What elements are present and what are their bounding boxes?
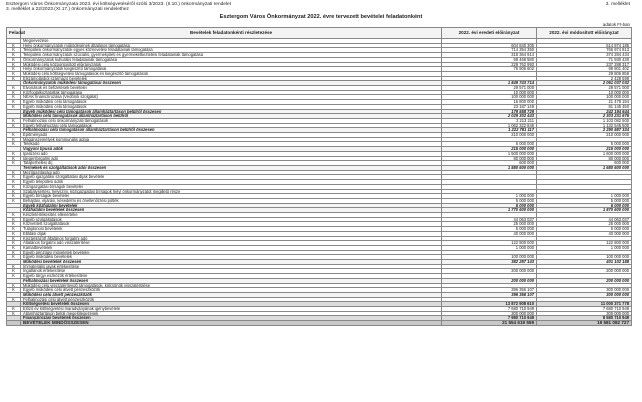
row-modified-amount: 614 874 185 [537, 43, 632, 48]
row-code: K [7, 250, 21, 255]
row-code: K [7, 269, 21, 274]
row-modified-amount: 81 145 450 [537, 104, 632, 109]
row-original-amount: 5 000 000 [442, 227, 537, 232]
row-code: K [7, 283, 21, 288]
row-original-amount: 600 000 [442, 161, 537, 166]
row-name: Ellátási díjak [21, 231, 442, 236]
row-modified-amount: 242 194 644 [537, 109, 632, 114]
row-name: Felhalmozási célú önkormányzati támogatások [21, 118, 442, 123]
row-name: Egyéb működési célú támogatások [21, 100, 442, 105]
row-original-amount: 200 000 000 [442, 269, 537, 274]
row-name: Közvetített szolgáltatások [21, 222, 442, 227]
row-name: Általános forgalmi adó visszatérítése [21, 241, 442, 246]
row-name: Mezőgazdasági adó [21, 170, 442, 175]
row-modified-amount: 1 000 000 [537, 194, 632, 199]
row-modified-amount: 2 290 587 324 [537, 128, 632, 133]
row-code: K [7, 213, 21, 218]
row-code: K [7, 227, 21, 232]
row-original-amount: 6 000 000 [442, 203, 537, 208]
row-original-amount: 382 287 143 [442, 260, 537, 265]
row-original-amount: 100 000 000 [442, 255, 537, 260]
row-modified-amount: 100 000 000 [537, 255, 632, 260]
row-name: Kamatbevételek [21, 245, 442, 250]
row-original-amount: 13 872 908 610 [442, 302, 537, 307]
row-modified-amount: 5 000 000 [537, 198, 632, 203]
row-original-amount: 215 000 000 [442, 147, 537, 152]
row-code: K [7, 222, 21, 227]
row-original-amount: 1 222 781 117 [442, 128, 537, 133]
row-code: K [7, 297, 21, 302]
row-code: K [7, 245, 21, 250]
row-modified-amount: 2 428 599 [537, 76, 632, 81]
row-modified-amount: 44 063 037 [537, 217, 632, 222]
row-modified-amount: 80 000 000 [537, 156, 632, 161]
row-original-amount: 1 500 000 000 [442, 151, 537, 156]
row-name: Talajterhelési díj [21, 161, 442, 166]
row-original-amount: 1 770 600 000 [442, 208, 537, 213]
row-name: Ingatlanok értékesítése [21, 269, 442, 274]
col-header-modified: 2022. évi módosított előirányzat [537, 28, 632, 39]
row-name: Építményadó [21, 133, 442, 138]
row-original-amount: 604 840 305 [442, 43, 537, 48]
row-code: K [7, 161, 21, 166]
row-code: K [7, 118, 21, 123]
row-modified-amount: 374 284 434 [537, 53, 632, 58]
row-modified-amount: 8 580 710 949 [537, 316, 632, 321]
row-code: K [7, 62, 21, 67]
row-original-amount: 179 558 729 [442, 109, 537, 114]
row-name: Készletértékesítés ellenértéke [21, 213, 442, 218]
row-code: K [7, 189, 21, 194]
row-name: Felhalmozási célú támogatások államháztartáson belülről összesen [21, 128, 442, 133]
row-modified-amount: 29 806 858 [537, 71, 632, 76]
row-original-amount: 100 000 000 [442, 95, 537, 100]
row-modified-amount: 1 870 600 000 [537, 208, 632, 213]
row-code: K [7, 311, 21, 316]
row-code: K [7, 264, 21, 269]
row-name: Önkormányzatok működési támogatásai összesen [21, 81, 442, 86]
row-original-amount: 44 063 037 [442, 217, 537, 222]
table-header-row [7, 28, 632, 39]
row-original-amount: 210 000 000 [442, 133, 537, 138]
row-code: K [7, 236, 21, 241]
row-original-amount: 23 187 149 [442, 104, 537, 109]
row-original-amount: 5 000 000 [442, 142, 537, 147]
row-name: Helyi önkormányzatok működésének általános támogatása [21, 43, 442, 48]
row-code [7, 321, 21, 326]
row-original-amount: 714 354 350 [442, 48, 537, 53]
row-original-amount: 229 762 993 [442, 62, 537, 67]
row-code: K [7, 48, 21, 53]
revenue-table [6, 27, 632, 326]
row-name: Helyi önkormányzatok kiegészítő támogatásai [21, 67, 442, 72]
row-modified-amount: 300 000 000 [537, 311, 632, 316]
row-code: K [7, 86, 21, 91]
row-code: K [7, 90, 21, 95]
row-name: Egyéb települési adók [21, 180, 442, 185]
row-original-amount: 40 000 000 [442, 231, 537, 236]
row-modified-amount: 21 478 194 [537, 100, 632, 105]
row-original-amount: 21 554 619 559 [442, 321, 537, 326]
row-original-amount: 300 000 000 [442, 311, 537, 316]
row-name: BEVÉTELEK MINDÖSSZESEN [21, 321, 442, 326]
row-modified-amount: 237 288 317 [537, 62, 632, 67]
row-code: K [7, 180, 21, 185]
row-name: Egyéb közhatalmi bevételek [21, 203, 442, 208]
row-name: Működési célú támogatások államháztartáson belülről [21, 114, 442, 119]
row-modified-amount: 5 000 000 [537, 142, 632, 147]
row-code: K [7, 156, 21, 161]
page-title: Esztergom Város Önkormányzat 2022. évre tervezett bevételei feladatonként [219, 14, 423, 20]
row-modified-amount: 600 000 [537, 161, 632, 166]
row-code: K [7, 184, 21, 189]
row-name: Közfoglalkoztatottak támogatása [21, 90, 442, 95]
row-modified-amount: 29 571 000 [537, 86, 632, 91]
row-name: Működési célú átvett pénzeszközök [21, 292, 442, 297]
row-original-amount: 2 029 302 443 [442, 114, 537, 119]
col-header-name: Bevételek feladatonkénti részletezése [21, 28, 442, 39]
row-name: Egyéb működési célú támogatások államháztartáson belülről összesen [21, 109, 442, 114]
row-modified-amount: 11 000 371 778 [537, 302, 632, 307]
col-header-code: Feladat [7, 28, 21, 39]
row-name: NEAK finanszírozása (Védőnői szolgálat) [21, 95, 442, 100]
row-name: Vagyoni tipusú adók [21, 147, 442, 152]
row-code: K [7, 274, 21, 279]
row-code: K [7, 307, 21, 312]
header-line-2: 3. melléklet a 22/2023.(XI.17.) önkormányzati rendelethez [6, 7, 129, 13]
row-modified-amount: 1 680 600 000 [537, 165, 632, 170]
row-code: K [7, 198, 21, 203]
row-name: Egyéb pénzügyi műveletek bevételei [21, 250, 442, 255]
row-name: Működési bevételek összesen [21, 260, 442, 265]
row-original-amount: 1 849 743 714 [442, 81, 537, 86]
row-modified-amount: 401 102 188 [537, 260, 632, 265]
row-modified-amount: 5 000 000 [537, 227, 632, 232]
row-name: Előző év költségvetési maradványának igénybevétele [21, 307, 442, 312]
row-original-amount: 29 571 000 [442, 86, 537, 91]
row-code: K [7, 104, 21, 109]
row-name: Szabálysértési, helyszíni, közigazgatási bírságok helyi önkormányzatot megillető része [21, 189, 442, 194]
row-name: Behajtási, eljárási, késedelmi és önellenőrzési pótlék [21, 198, 442, 203]
row-modified-amount: 1 600 000 000 [537, 151, 632, 156]
row-name: Termékek és szolgáltatások adói összesen [21, 165, 442, 170]
row-original-amount: 68 468 580 [442, 57, 537, 62]
row-original-amount: 200 000 000 [442, 278, 537, 283]
row-code: K [7, 170, 21, 175]
row-name: Telekadó [21, 142, 442, 147]
row-original-amount: 7 680 710 949 [442, 307, 537, 312]
row-name: Közhatalmi bevételek összesen [21, 208, 442, 213]
row-name: Megnevezése [21, 39, 442, 44]
row-name: Települési önkormányzatok egyes köznevelési feladatainak támogatása [21, 48, 442, 53]
table-row [7, 321, 632, 326]
row-original-amount: 1 000 000 [442, 245, 537, 250]
row-modified-amount: 766 974 813 [537, 48, 632, 53]
header-lines [6, 2, 231, 13]
row-name: Közigazgatási bírságok bevételei [21, 184, 442, 189]
row-name: Felhalmozási bevételek összesen [21, 278, 442, 283]
row-modified-amount: 19 581 082 727 [537, 321, 632, 326]
row-code: K [7, 175, 21, 180]
row-original-amount: 1 000 000 [442, 194, 537, 199]
row-code: K [7, 71, 21, 76]
row-modified-amount: 1 103 082 500 [537, 118, 632, 123]
row-name: Egyéb bírságok bevételei [21, 194, 442, 199]
row-code: K [7, 142, 21, 147]
row-modified-amount: 40 000 000 [537, 231, 632, 236]
row-name: Egyéb működési bevételek [21, 255, 442, 260]
attachment-label: 3. melléklet [605, 2, 630, 7]
row-modified-amount: 7 680 710 949 [537, 307, 632, 312]
row-name: Idegenforgalmi adó [21, 156, 442, 161]
row-modified-amount: 2 061 037 032 [537, 81, 632, 86]
row-modified-amount: 6 000 000 [537, 203, 632, 208]
row-modified-amount: 215 000 000 [537, 147, 632, 152]
row-name: Egyéb működési célú támogatások [21, 104, 442, 109]
row-original-amount: 5 000 000 [442, 198, 537, 203]
row-modified-amount: 122 800 000 [537, 241, 632, 246]
row-modified-amount: 1 132 545 500 [537, 123, 632, 128]
row-name: Egyéb tárgyi eszközök értékesítése [21, 274, 442, 279]
row-code: K [7, 217, 21, 222]
row-code: K [7, 123, 21, 128]
row-modified-amount: 300 000 000 [537, 292, 632, 297]
row-modified-amount: 210 000 000 [537, 133, 632, 138]
row-name: Költségvetési bevételek összesen [21, 302, 442, 307]
row-modified-amount: 200 000 000 [537, 269, 632, 274]
row-code: K [7, 151, 21, 156]
row-name: Egyéb igazgatási szolgáltatási díjak bevétele [21, 175, 442, 180]
row-name: Egyéb felhalmozási célú támogatások [21, 123, 442, 128]
row-code: K [7, 57, 21, 62]
row-name: Iparűzési adó [21, 151, 442, 156]
row-original-amount: 7 980 710 949 [442, 316, 537, 321]
row-modified-amount: 1 000 000 [537, 245, 632, 250]
row-code: K [7, 288, 21, 293]
row-original-amount: 2 213 211 [442, 118, 537, 123]
row-name: Települési önkormányzatok szociális, gyermekjóléti és gyermekétkeztetési feladatainak támogatása [21, 53, 442, 58]
row-code: K [7, 53, 21, 58]
row-original-amount: 1 580 600 000 [442, 165, 537, 170]
row-name: Kiszámlázott általános forgalmi adó [21, 236, 442, 241]
row-original-amount: 396 356 107 [442, 288, 537, 293]
row-code: K [7, 137, 21, 142]
row-code: K [7, 241, 21, 246]
row-modified-amount: 10 000 000 [537, 90, 632, 95]
row-name: Tulajdonosi bevételek [21, 227, 442, 232]
row-code: K [7, 255, 21, 260]
row-original-amount: 80 000 000 [442, 156, 537, 161]
row-name: Működési célú visszatérítendő támogatások, kölcsönök visszatérülése [21, 283, 442, 288]
header-line-1: Esztergom Város Önkormányzata 2023. évi költségvetéséről szóló 3/2023. (II.10.) önkormányzati rendelet [6, 2, 232, 7]
row-name: Működési célú központosított előirányzatok [21, 62, 442, 67]
row-original-amount: 10 000 000 [442, 90, 537, 95]
row-modified-amount: 71 930 430 [537, 57, 632, 62]
row-original-amount: 318 364 914 [442, 53, 537, 58]
row-name: Államháztartáson belüli megelőlegezések [21, 311, 442, 316]
row-code: K [7, 231, 21, 236]
row-name: Finanszírozási bevételek összesen [21, 316, 442, 321]
row-modified-amount: 99 801 402 [537, 67, 632, 72]
row-code: K [7, 133, 21, 138]
row-code: K [7, 43, 21, 48]
row-modified-amount: 100 000 000 [537, 95, 632, 100]
row-modified-amount: 300 000 000 [537, 288, 632, 293]
row-name: Egyéb szolgáltatások [21, 217, 442, 222]
row-name: Elszámolásból származó bevételek [21, 76, 442, 81]
row-code: K [7, 194, 21, 199]
row-name: Felhalmozási célú átvett pénzeszközök [21, 297, 442, 302]
row-original-amount: 16 800 000 [442, 100, 537, 105]
row-name: Egyéb működési célú átvett pénzeszközök [21, 288, 442, 293]
row-modified-amount: 200 000 000 [537, 278, 632, 283]
row-name: Működési célú költségvetési támogatások és kiegészítő támogatások [21, 71, 442, 76]
row-name: Önkormányzatok kulturális feladatainak támogatása [21, 57, 442, 62]
row-original-amount: 1 062 322 846 [442, 123, 537, 128]
row-original-amount: 25 000 000 [442, 222, 537, 227]
row-name: Magánszemélyek kommunális adója [21, 137, 442, 142]
row-code: K [7, 100, 21, 105]
row-code: K [7, 95, 21, 100]
row-modified-amount: 2 303 231 676 [537, 114, 632, 119]
table-body [7, 39, 632, 326]
col-header-original: 2022. évi eredeti előirányzat [442, 28, 537, 39]
row-original-amount: 76 905 602 [442, 67, 537, 72]
unit-label: adatok Ft-ban [602, 22, 630, 27]
row-name: Elvonások és befizetések bevételei [21, 86, 442, 91]
row-code: K [7, 67, 21, 72]
row-original-amount: 396 356 107 [442, 292, 537, 297]
row-name: Immateriális javak értékesítése [21, 264, 442, 269]
row-original-amount: 122 800 000 [442, 241, 537, 246]
row-code: K [7, 76, 21, 81]
row-modified-amount: 25 000 000 [537, 222, 632, 227]
